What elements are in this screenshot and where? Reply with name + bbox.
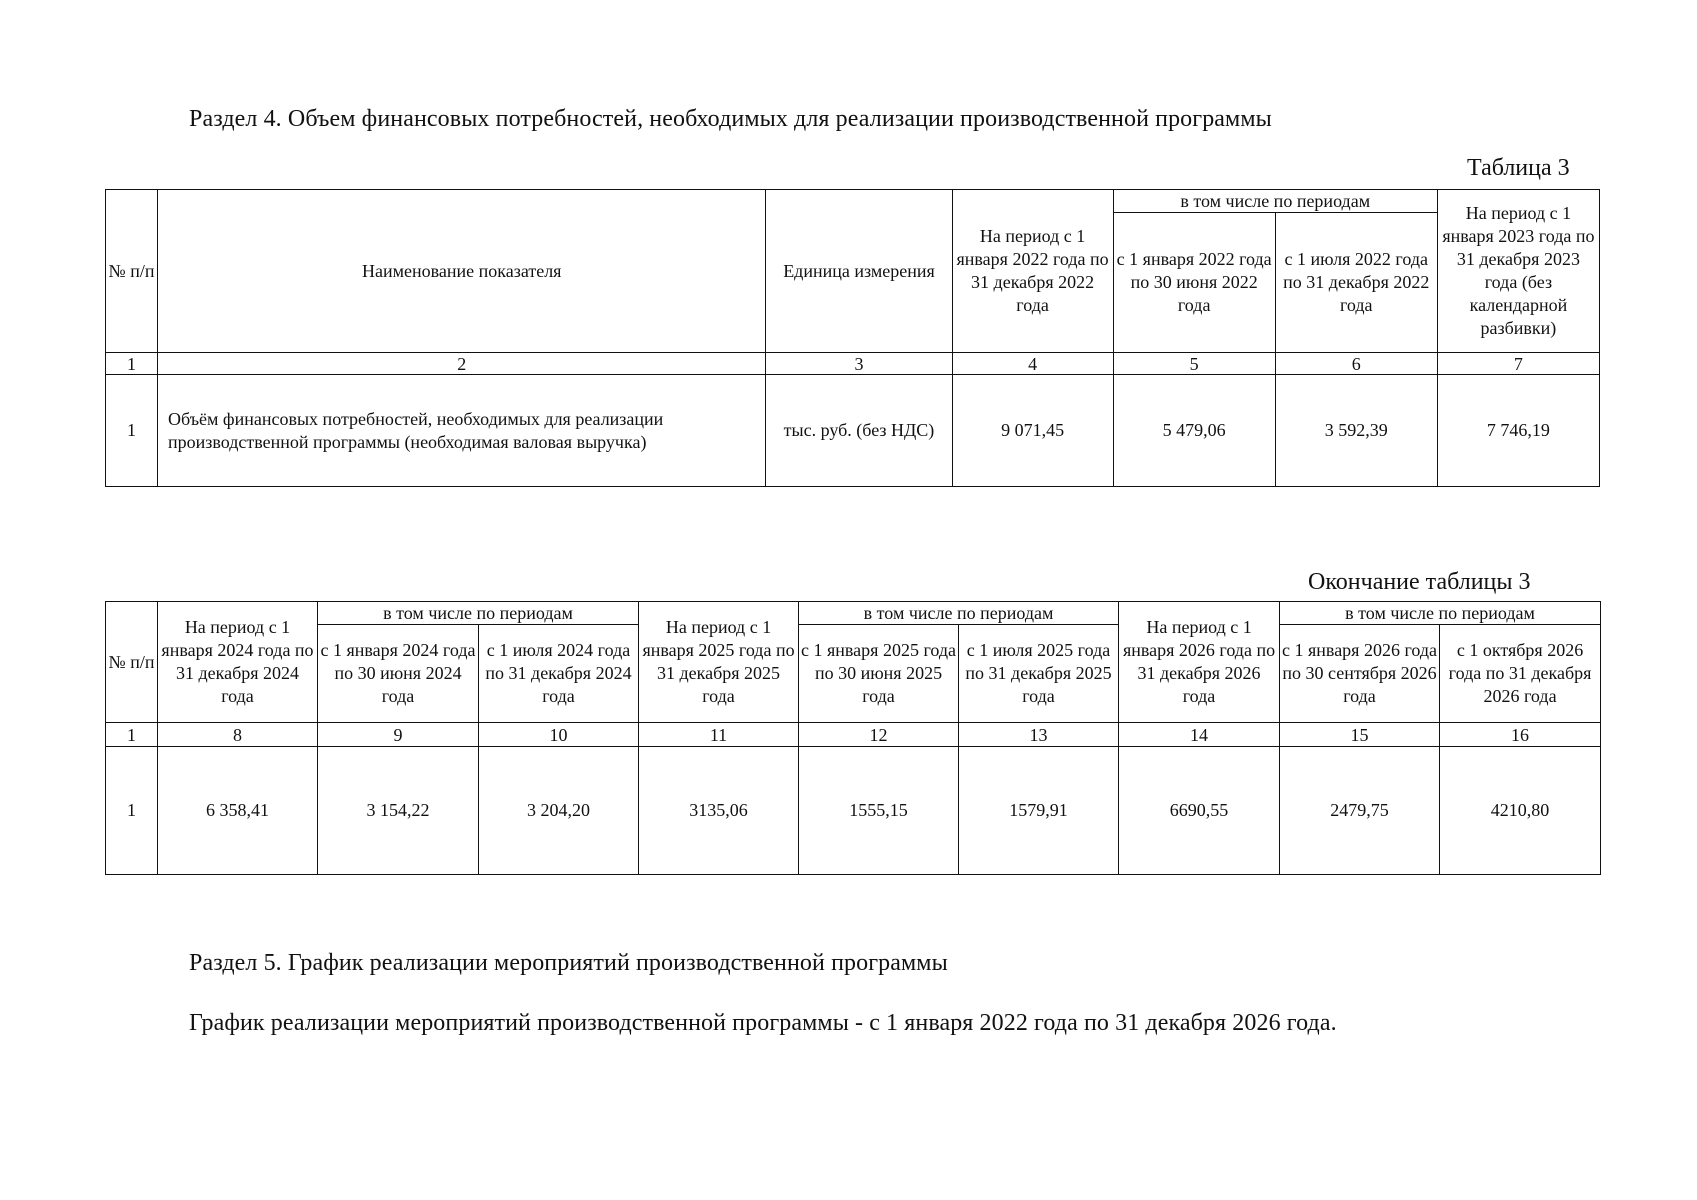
value-h2-2025: 1579,91: [959, 747, 1119, 875]
header-including-periods: в том числе по периодам: [1113, 190, 1437, 213]
value-p1-2026: 2479,75: [1280, 747, 1440, 875]
table-caption: Таблица 3: [1467, 155, 1570, 181]
header-period-2022: На период с 1 января 2022 года по 31 декабря 2022 года: [952, 190, 1113, 353]
section4-heading: Раздел 4. Объем финансовых потребностей, необходимых для реализации производственной программы: [189, 106, 1272, 132]
continuation-caption: Окончание таблицы 3: [1308, 569, 1531, 595]
value-h1-2024: 3 154,22: [318, 747, 479, 875]
value-h2-2024: 3 204,20: [479, 747, 639, 875]
table-header-row: [106, 625, 1601, 723]
header-unit: Единица измерения: [766, 190, 952, 353]
header-including-periods: в том числе по периодам: [318, 602, 639, 625]
header-h1-2022: с 1 января 2022 года по 30 июня 2022 года: [1113, 213, 1275, 353]
row-num: 1: [106, 375, 158, 487]
header-p2-2026: с 1 октября 2026 года по 31 декабря 2026 года: [1440, 625, 1601, 723]
header-num: № п/п: [106, 190, 158, 353]
header-indicator-name: Наименование показателя: [158, 190, 766, 353]
column-number: 2: [158, 353, 766, 375]
column-number: 1: [106, 723, 158, 747]
row-unit: тыс. руб. (без НДС): [766, 375, 952, 487]
header-p1-2026: с 1 января 2026 года по 30 сентября 2026 года: [1280, 625, 1440, 723]
column-number-row: [106, 723, 1601, 747]
table-header-row: [106, 602, 1601, 625]
header-period-2023: На период с 1 января 2023 года по 31 декабря 2023 года (без календарной разбивки): [1437, 190, 1599, 353]
column-number: 3: [766, 353, 952, 375]
value-p2-2026: 4210,80: [1440, 747, 1601, 875]
row-num: 1: [106, 747, 158, 875]
financial-needs-table-continuation: [105, 601, 1601, 875]
value-h1-2025: 1555,15: [799, 747, 959, 875]
value-h1-2022: 5 479,06: [1113, 375, 1275, 487]
header-period-2026: На период с 1 января 2026 года по 31 декабря 2026 года: [1119, 602, 1280, 723]
column-number: 16: [1440, 723, 1601, 747]
column-number: 4: [952, 353, 1113, 375]
table-row: [106, 375, 1600, 487]
table-row: [106, 747, 1601, 875]
header-h2-2025: с 1 июля 2025 года по 31 декабря 2025 года: [959, 625, 1119, 723]
column-number: 8: [158, 723, 318, 747]
header-num: № п/п: [106, 602, 158, 723]
value-period-2024: 6 358,41: [158, 747, 318, 875]
value-period-2023: 7 746,19: [1437, 375, 1599, 487]
value-h2-2022: 3 592,39: [1275, 375, 1437, 487]
column-number: 12: [799, 723, 959, 747]
column-number: 13: [959, 723, 1119, 747]
value-period-2022: 9 071,45: [952, 375, 1113, 487]
column-number: 6: [1275, 353, 1437, 375]
header-h2-2024: с 1 июля 2024 года по 31 декабря 2024 года: [479, 625, 639, 723]
column-number: 5: [1113, 353, 1275, 375]
header-including-periods: в том числе по периодам: [1280, 602, 1601, 625]
financial-needs-table: [105, 189, 1600, 487]
section5-heading: Раздел 5. График реализации мероприятий производственной программы: [189, 950, 948, 976]
column-number: 1: [106, 353, 158, 375]
column-number: 14: [1119, 723, 1280, 747]
column-number: 9: [318, 723, 479, 747]
column-number: 10: [479, 723, 639, 747]
value-period-2026: 6690,55: [1119, 747, 1280, 875]
header-including-periods: в том числе по периодам: [799, 602, 1119, 625]
header-h2-2022: с 1 июля 2022 года по 31 декабря 2022 года: [1275, 213, 1437, 353]
value-period-2025: 3135,06: [639, 747, 799, 875]
column-number: 15: [1280, 723, 1440, 747]
section5-text: График реализации мероприятий производственной программы - с 1 января 2022 года по 31 декабря 2026 года.: [189, 1010, 1337, 1036]
header-period-2024: На период с 1 января 2024 года по 31 декабря 2024 года: [158, 602, 318, 723]
column-number-row: [106, 353, 1600, 375]
header-h1-2024: с 1 января 2024 года по 30 июня 2024 года: [318, 625, 479, 723]
column-number: 7: [1437, 353, 1599, 375]
header-period-2025: На период с 1 января 2025 года по 31 декабря 2025 года: [639, 602, 799, 723]
table-header-row: [106, 190, 1600, 213]
row-indicator-name: Объём финансовых потребностей, необходимых для реализации производственной программы (необходимая валовая выручка): [158, 375, 766, 487]
column-number: 11: [639, 723, 799, 747]
header-h1-2025: с 1 января 2025 года по 30 июня 2025 года: [799, 625, 959, 723]
